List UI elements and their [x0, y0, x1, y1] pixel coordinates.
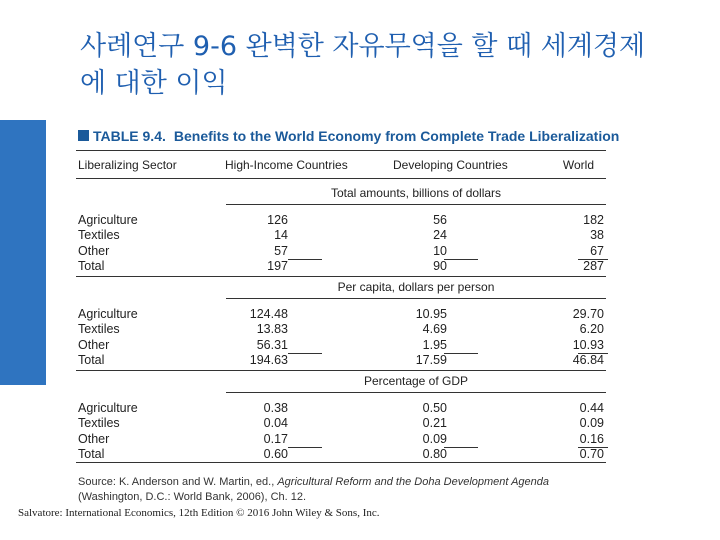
table-cell: 194.63 — [249, 352, 288, 367]
table-cell: 29.70 — [572, 307, 604, 321]
table-cell: 4.69 — [422, 322, 447, 337]
column-header-sector: Liberalizing Sector — [78, 158, 177, 172]
section-rule — [76, 370, 606, 371]
source-suffix: (Washington, D.C.: World Bank, 2006), Ch. 12. — [78, 491, 307, 503]
table-row — [76, 353, 606, 368]
table-row — [76, 447, 606, 462]
slide-title-line-2: 에 대한 이익 — [80, 68, 228, 99]
table-cell: 56.31 — [256, 337, 288, 352]
slide-title — [80, 28, 700, 102]
section-heading-rule — [226, 298, 606, 299]
row-label: Agriculture — [78, 401, 138, 415]
accent-bar — [0, 120, 46, 385]
row-label: Textiles — [78, 322, 120, 337]
table-row — [76, 432, 606, 447]
row-label: Total — [78, 258, 105, 273]
table-cell: 46.84 — [572, 352, 604, 367]
table-cell: 0.60 — [263, 446, 288, 461]
table-row — [76, 401, 606, 416]
table-row — [76, 322, 606, 337]
row-label: Agriculture — [78, 307, 138, 321]
section-heading: Per capita, dollars per person — [337, 280, 495, 294]
slide-credit: Salvatore: International Economics, 12th Edition © 2016 John Wiley & Sons, Inc. — [18, 507, 380, 519]
section-heading: Percentage of GDP — [363, 374, 469, 388]
row-label: Total — [78, 352, 105, 367]
table-cell: 10.95 — [415, 307, 447, 321]
table-cell: 197 — [267, 258, 288, 273]
table-row — [76, 244, 606, 259]
table-cell: 1.95 — [422, 337, 447, 352]
table-heading — [76, 128, 620, 148]
header-rule — [76, 178, 606, 179]
table-cell: 287 — [583, 258, 604, 273]
row-label: Textiles — [78, 228, 120, 243]
table-top-rule — [76, 150, 606, 151]
column-header-world: World — [562, 158, 594, 172]
table-cell: 0.17 — [263, 431, 288, 446]
table-row — [76, 228, 606, 243]
table-cell: 56 — [433, 213, 447, 227]
table-cell: 0.04 — [263, 416, 288, 431]
row-label: Textiles — [78, 416, 120, 431]
table-cell: 0.50 — [422, 401, 447, 415]
table-row — [76, 213, 606, 228]
section-rule — [76, 276, 606, 277]
table-label: TABLE 9.4. — [93, 128, 166, 144]
source-title: Agricultural Reform and the Doha Development Agenda — [277, 476, 550, 488]
table-row — [76, 416, 606, 431]
table-row — [76, 259, 606, 274]
table-cell: 57 — [274, 243, 288, 258]
table-cell: 10.93 — [572, 337, 604, 352]
table-cell: 14 — [274, 228, 288, 243]
source-prefix: Source: K. Anderson and W. Martin, ed., — [78, 476, 278, 488]
row-label: Other — [78, 243, 110, 258]
table-cell: 0.70 — [579, 446, 604, 461]
trade-table — [76, 122, 620, 507]
table-cell: 0.16 — [579, 431, 604, 446]
row-label: Other — [78, 337, 110, 352]
table-cell: 24 — [433, 228, 447, 243]
section-heading-rule — [226, 392, 606, 393]
table-cell: 38 — [590, 228, 604, 243]
table-cell: 6.20 — [579, 322, 604, 337]
table-bottom-rule — [76, 462, 606, 463]
table-cell: 124.48 — [249, 307, 288, 321]
section-heading-rule — [226, 204, 606, 205]
table-cell: 0.09 — [422, 431, 447, 446]
row-label: Other — [78, 431, 110, 446]
table-cell: 0.80 — [422, 446, 447, 461]
table-cell: 126 — [267, 213, 288, 227]
table-cell: 0.21 — [422, 416, 447, 431]
table-cell: 182 — [583, 213, 604, 227]
table-cell: 10 — [433, 243, 447, 258]
table-cell: 13.83 — [256, 322, 288, 337]
table-cell: 90 — [433, 258, 447, 273]
table-title: Benefits to the World Economy from Complete Trade Liberalization — [173, 128, 620, 144]
row-label: Agriculture — [78, 213, 138, 227]
table-cell: 0.44 — [579, 401, 604, 415]
table-cell: 17.59 — [415, 352, 447, 367]
table-cell: 0.09 — [579, 416, 604, 431]
table-source — [78, 475, 606, 505]
section-heading: Total amounts, billions of dollars — [330, 186, 502, 200]
table-cell: 0.38 — [263, 401, 288, 415]
table-cell: 67 — [590, 243, 604, 258]
table-row — [76, 338, 606, 353]
table-row — [76, 307, 606, 322]
slide-title-line-1: 사례연구 9-6 완벽한 자유무역을 할 때 세계경제 — [80, 31, 646, 62]
column-header-developing: Developing Countries — [393, 158, 508, 172]
square-bullet-icon — [78, 130, 89, 141]
column-header-high-income: High-Income Countries — [225, 158, 348, 172]
row-label: Total — [78, 446, 105, 461]
